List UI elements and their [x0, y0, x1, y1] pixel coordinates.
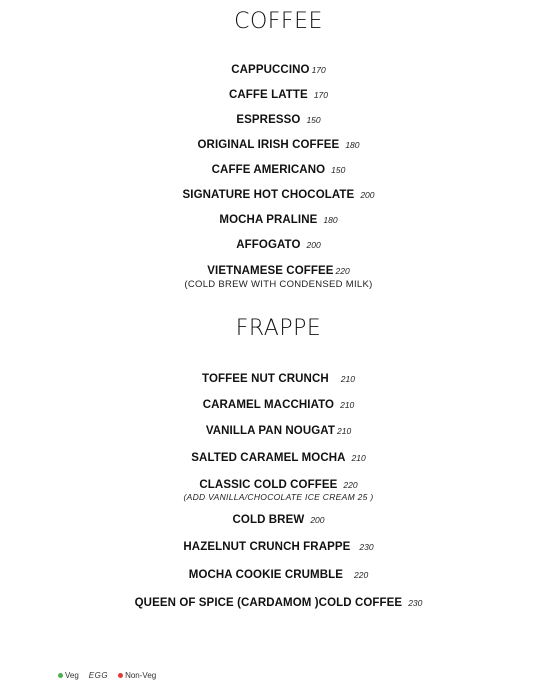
item-name: CAFFE LATTE [228, 89, 308, 101]
item-note: (COLD BREW WITH CONDENSED MILK) [184, 279, 373, 290]
frappe-section-title: FRAPPE [235, 316, 322, 341]
veg-dot-icon [58, 673, 63, 678]
legend-nonveg [118, 671, 156, 680]
menu-item-original-irish-coffee [0, 137, 557, 152]
item-note: (ADD VANILLA/CHOCOLATE ICE CREAM 25 ) [183, 492, 374, 502]
menu-item-caffe-latte [0, 87, 557, 102]
item-price: 220 [335, 266, 350, 276]
menu-item-note [0, 276, 557, 292]
item-name: AFFOGATO [236, 239, 301, 251]
item-name: MOCHA COOKIE CRUMBLE [188, 569, 344, 581]
item-price: 180 [323, 215, 338, 225]
item-price: 210 [340, 374, 355, 384]
legend-egg-label: EGG [88, 671, 109, 680]
item-name: VANILLA PAN NOUGAT [205, 425, 335, 437]
menu-item-cappuccino [0, 62, 557, 77]
item-price: 220 [354, 570, 369, 580]
item-price: 170 [313, 90, 328, 100]
menu-item-affogato [0, 237, 557, 252]
item-name: MOCHA PRALINE [219, 214, 318, 226]
menu-item-salted-caramel-mocha [0, 450, 557, 465]
item-name: COLD BREW [232, 514, 305, 526]
menu-item-queen-of-spice-cold-coffee [0, 595, 557, 610]
item-price: 150 [306, 115, 321, 125]
menu-item-caramel-macchiato [0, 397, 557, 412]
menu-item-toffee-nut-crunch [0, 371, 557, 386]
menu-item-note [0, 489, 557, 504]
menu-item-mocha-praline [0, 212, 557, 227]
item-price: 200 [360, 190, 375, 200]
item-name: TOFFEE NUT CRUNCH [202, 373, 329, 385]
legend-veg-label: Veg [65, 671, 79, 680]
item-name: VIETNAMESE COFFEE [207, 265, 334, 277]
item-name: CARAMEL MACCHIATO [202, 399, 335, 411]
legend-egg [89, 671, 108, 680]
coffee-section-title: COFFEE [234, 9, 323, 34]
item-name: ORIGINAL IRISH COFFEE [197, 139, 340, 151]
item-price: 200 [310, 515, 325, 525]
item-price: 150 [331, 165, 346, 175]
menu-item-espresso [0, 112, 557, 127]
legend-nonveg-label: Non-Veg [125, 671, 157, 680]
item-name: CLASSIC COLD COFFEE [199, 479, 338, 491]
item-name: HAZELNUT CRUNCH FRAPPE [183, 541, 351, 553]
item-name: CAFFE AMERICANO [211, 164, 326, 176]
item-price: 210 [336, 426, 352, 436]
item-price: 200 [306, 240, 321, 250]
item-price: 210 [340, 400, 355, 410]
item-price: 220 [343, 480, 358, 490]
menu-item-hazelnut-crunch-frappe [0, 539, 557, 554]
menu-item-cold-brew [0, 512, 557, 527]
item-price: 230 [359, 542, 374, 552]
item-name: QUEEN OF SPICE (CARDAMOM )COLD COFFEE [134, 597, 403, 609]
item-price: 230 [408, 598, 423, 608]
item-name: CAPPUCCINO [231, 64, 310, 76]
menu-item-mocha-cookie-crumble [0, 567, 557, 582]
legend-veg [58, 671, 79, 680]
item-name: SALTED CARAMEL MOCHA [191, 452, 346, 464]
item-price: 180 [345, 140, 360, 150]
nonveg-dot-icon [118, 673, 123, 678]
menu-item-caffe-americano [0, 162, 557, 177]
item-name: ESPRESSO [236, 114, 301, 126]
item-price: 170 [311, 65, 326, 75]
menu-item-signature-hot-chocolate [0, 187, 557, 202]
menu-item-vanilla-pan-nougat [0, 423, 557, 438]
item-name: SIGNATURE HOT CHOCOLATE [182, 189, 355, 201]
diet-legend [58, 671, 156, 680]
item-price: 210 [351, 453, 366, 463]
